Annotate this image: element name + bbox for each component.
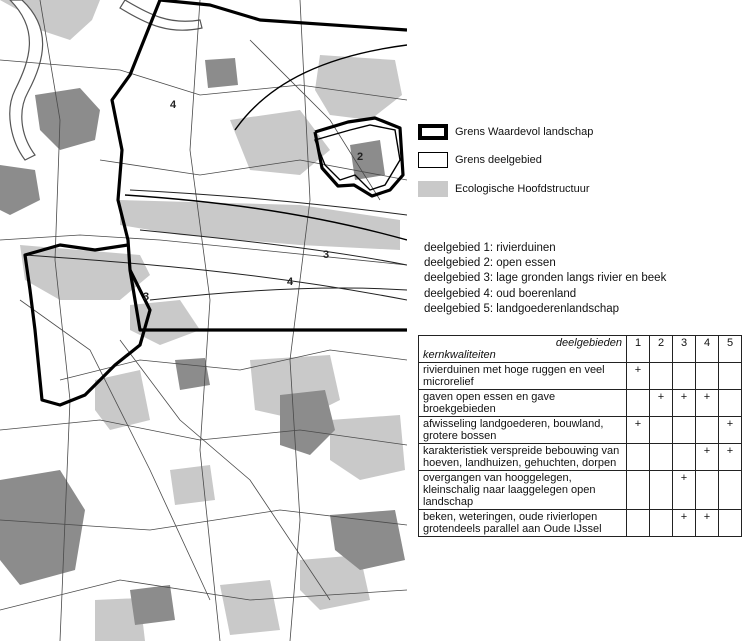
mark-cell: + [696, 510, 719, 537]
deelgebied-item: deelgebied 5: landgoederenlandschap [424, 302, 620, 315]
mark-cell [673, 363, 696, 390]
mark-cell [650, 471, 673, 510]
mark-cell [719, 471, 742, 510]
mark-cell: + [673, 471, 696, 510]
column-header: 5 [719, 336, 742, 363]
mark-cell: + [696, 444, 719, 471]
deelgebied-item: deelgebied 3: lage gronden langs rivier en beek [424, 272, 667, 285]
mark-cell: + [650, 390, 673, 417]
table-header-row [419, 336, 742, 363]
grey-fill-swatch [418, 181, 448, 197]
mark-cell [627, 444, 650, 471]
deelgebied-item: deelgebied 2: open essen [424, 257, 556, 270]
map-label-3-west: 3 [143, 291, 150, 303]
mark-cell: + [673, 510, 696, 537]
mark-cell [627, 510, 650, 537]
mark-cell [627, 390, 650, 417]
mark-cell: + [719, 417, 742, 444]
map-label-2: 2 [357, 151, 364, 163]
legend-item-waardevol [418, 122, 593, 142]
mark-cell [627, 471, 650, 510]
map-label-4-north: 4 [170, 99, 177, 111]
deelgebied-list [424, 241, 666, 317]
mark-cell [650, 363, 673, 390]
column-header: 2 [650, 336, 673, 363]
table-row [419, 471, 742, 510]
table-row [419, 510, 742, 537]
mark-cell: + [627, 417, 650, 444]
table-row [419, 363, 742, 390]
mark-cell: + [719, 444, 742, 471]
table-row [419, 444, 742, 471]
thick-border-swatch [418, 124, 448, 140]
column-header: 1 [627, 336, 650, 363]
mark-cell: + [696, 390, 719, 417]
kernkwaliteiten-table [418, 335, 742, 537]
table-row [419, 390, 742, 417]
row-label: karakteristiek verspreide bebouwing van hoeven, landhuizen, gehuchten, dorpen [419, 444, 627, 471]
mark-cell [696, 417, 719, 444]
row-label: gaven open essen en gave broekgebieden [419, 390, 627, 417]
map-label-3-east: 3 [323, 249, 330, 261]
mark-cell: + [627, 363, 650, 390]
header-deelgebieden: deelgebieden [555, 337, 622, 349]
column-header: 3 [673, 336, 696, 363]
mark-cell [650, 417, 673, 444]
legend-label: Grens Waardevol landschap [455, 126, 594, 138]
mark-cell [673, 444, 696, 471]
column-header: 4 [696, 336, 719, 363]
map-label-4-central: 4 [287, 276, 294, 288]
mark-cell: + [673, 390, 696, 417]
row-label: beken, weteringen, oude rivierlopen grotendeels parallel aan Oude IJssel [419, 510, 627, 537]
legend-label: Grens deelgebied [455, 154, 542, 166]
mark-cell [650, 510, 673, 537]
mark-cell [650, 444, 673, 471]
header-kernkwaliteiten: kernkwaliteiten [423, 349, 496, 361]
table-corner-header [419, 336, 627, 363]
legend-item-deelgebied [418, 150, 542, 170]
thin-border-swatch [418, 152, 448, 168]
row-label: afwisseling landgoederen, bouwland, grotere bossen [419, 417, 627, 444]
mark-cell [696, 363, 719, 390]
deelgebied-item: deelgebied 1: rivierduinen [424, 242, 556, 254]
row-label: overgangen van hooggelegen, kleinschalig naar laaggelegen open landschap [419, 471, 627, 510]
mark-cell [696, 471, 719, 510]
legend-label: Ecologische Hoofdstructuur [455, 183, 590, 195]
mark-cell [719, 363, 742, 390]
row-label: rivierduinen met hoge ruggen en veel microrelief [419, 363, 627, 390]
legend-item-ehs [418, 179, 590, 199]
table-row [419, 417, 742, 444]
mark-cell [673, 417, 696, 444]
mark-cell [719, 390, 742, 417]
river [10, 0, 202, 160]
deelgebied-item: deelgebied 4: oud boerenland [424, 287, 577, 300]
mark-cell [719, 510, 742, 537]
